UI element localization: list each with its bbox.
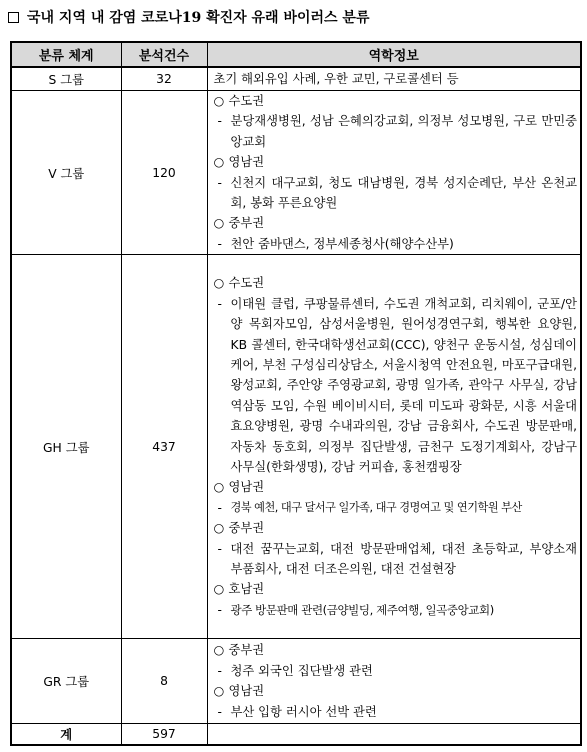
region-heading xyxy=(214,681,578,701)
epidemiology-info: 초기 해외유입 사례, 우한 교민, 구로콜센터 등 xyxy=(207,67,581,91)
group-label: GH 그룹 xyxy=(11,255,121,639)
dash-bullet: - xyxy=(217,500,222,515)
region-name: 중부권 xyxy=(228,216,265,231)
region-heading xyxy=(214,213,578,233)
table-row xyxy=(11,67,581,91)
region-heading xyxy=(214,477,578,497)
region-item xyxy=(214,173,578,214)
header-count: 분석건수 xyxy=(121,42,207,67)
total-row xyxy=(11,724,581,746)
circle-bullet-icon: ○ xyxy=(213,276,225,291)
total-label: 계 xyxy=(11,724,121,746)
dash-bullet: - xyxy=(217,663,222,678)
dash-bullet: - xyxy=(217,175,222,190)
region-name: 수도권 xyxy=(228,94,265,108)
region-item xyxy=(214,661,578,681)
region-item xyxy=(214,539,578,580)
region-item xyxy=(214,111,578,152)
analysis-count: 120 xyxy=(121,91,207,255)
region-heading xyxy=(214,579,578,599)
circle-bullet-icon: ○ xyxy=(213,643,225,658)
region-name: 영남권 xyxy=(228,684,265,699)
epidemiology-info xyxy=(207,255,581,639)
region-item-text: 광주 방문판매 관련(금양빌딩, 제주여행, 일곡중앙교회) xyxy=(230,602,494,617)
table-row xyxy=(11,639,581,724)
region-name: 수도권 xyxy=(228,276,265,291)
total-info xyxy=(207,724,581,746)
region-item xyxy=(214,600,578,620)
group-label: GR 그룹 xyxy=(11,639,121,724)
header-epidemiology: 역학정보 xyxy=(207,42,581,67)
region-name: 호남권 xyxy=(228,582,265,597)
checkbox-square-icon xyxy=(8,12,19,23)
region-heading xyxy=(214,273,578,293)
circle-bullet-icon: ○ xyxy=(213,480,225,495)
region-item xyxy=(214,294,578,478)
circle-bullet-icon: ○ xyxy=(213,216,225,231)
region-item-text: 신천지 대구교회, 청도 대남병원, 경북 성지순례단, 부산 온천교회, 봉화 푸른요양원 xyxy=(230,175,577,211)
region-item xyxy=(214,234,578,254)
dash-bullet: - xyxy=(217,236,222,251)
circle-bullet-icon: ○ xyxy=(213,94,225,108)
region-name: 중부권 xyxy=(228,643,265,658)
region-item xyxy=(214,702,578,722)
dash-bullet: - xyxy=(217,704,222,719)
region-item xyxy=(214,498,578,518)
circle-bullet-icon: ○ xyxy=(213,521,225,536)
dash-bullet: - xyxy=(217,541,222,556)
group-label: S 그룹 xyxy=(11,67,121,91)
epidemiology-info xyxy=(207,639,581,724)
table-row xyxy=(11,91,581,255)
circle-bullet-icon: ○ xyxy=(213,155,225,170)
dash-bullet: - xyxy=(217,296,222,311)
total-count: 597 xyxy=(121,724,207,746)
circle-bullet-icon: ○ xyxy=(213,684,225,699)
epidemiology-info xyxy=(207,91,581,255)
region-item-text: 부산 입항 러시아 선박 관련 xyxy=(230,704,377,719)
region-heading xyxy=(214,91,578,111)
virus-classification-table xyxy=(10,41,582,746)
region-item-text: 분당재생병원, 성남 은혜의강교회, 의정부 성모병원, 구로 만민중앙교회 xyxy=(230,114,577,149)
region-heading xyxy=(214,152,578,172)
region-item-text: 대전 꿈꾸는교회, 대전 방문판매업체, 대전 초등학교, 부양소재 부품회사, 대전 더조은의원, 대전 건설현장 xyxy=(230,541,577,576)
analysis-count: 32 xyxy=(121,67,207,91)
header-classification: 분류 체계 xyxy=(11,42,121,67)
document-title xyxy=(8,6,369,28)
table-header-row xyxy=(11,42,581,67)
analysis-count: 8 xyxy=(121,639,207,724)
title-text: 국내 지역 내 감염 코로나19 확진자 유래 바이러스 분류 xyxy=(27,10,370,26)
region-item-text: 이태원 클럽, 쿠팡물류센터, 수도권 개척교회, 리치웨이, 군포/안양 목회자모임, 삼성서울병원, 원어성경연구회, 행복한 요양원, KB 콜센터, 한국대학생선교회(CCC), 양천구 운동시설, 성심데이케어, 부천 구성심리상담소, 서울시청역 안전요원, 마포구급대원, 왕성교회, 주안양 주영광교회, 광명 일가족, 관악구 사무실, 강남 역삼동 모임, 수원 베이비시터, 롯데 미도파 광화문, 시흥 서울대효요양병원, 광명 수내과의원, 강남 금융회사, 수도권 방문판매, 자동차 동호회, 의정부 집단발생, 금천구 도정기계회사, 강남구 사무실(한화생명), 강남 커피숍, 홍천캠핑장 xyxy=(230,296,577,474)
circle-bullet-icon: ○ xyxy=(213,582,225,597)
dash-bullet: - xyxy=(217,602,222,617)
region-heading xyxy=(214,640,578,660)
region-item-text: 천안 줌바댄스, 정부세종청사(해양수산부) xyxy=(230,236,454,251)
table-row xyxy=(11,255,581,639)
region-heading xyxy=(214,518,578,538)
group-label: V 그룹 xyxy=(11,91,121,255)
region-name: 중부권 xyxy=(228,521,265,536)
region-item-text: 청주 외국인 집단발생 관련 xyxy=(230,663,373,678)
region-item-text: 경북 예천, 대구 달서구 일가족, 대구 경명여고 및 연기학원 부산 xyxy=(230,500,522,514)
region-name: 영남권 xyxy=(228,480,265,495)
dash-bullet: - xyxy=(217,114,222,129)
analysis-count: 437 xyxy=(121,255,207,639)
region-name: 영남권 xyxy=(228,155,265,170)
